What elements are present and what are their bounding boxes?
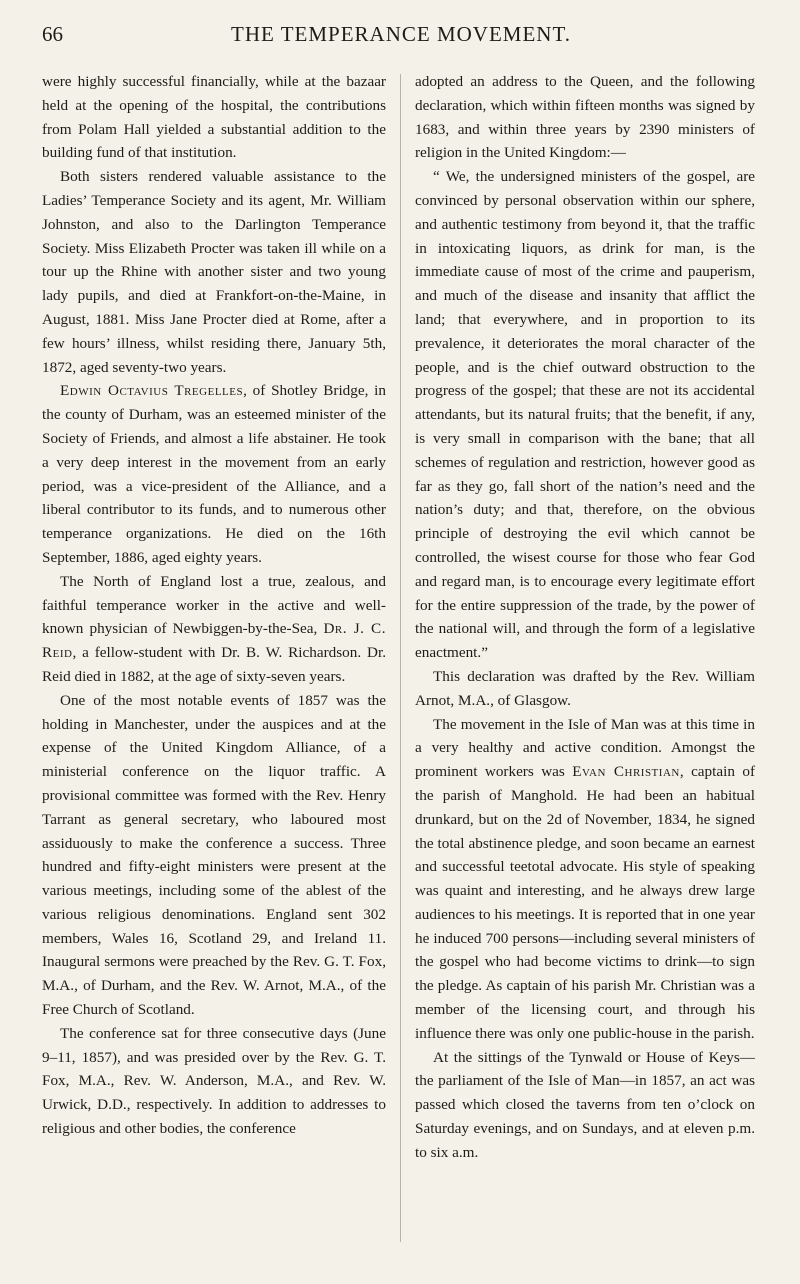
person-name: Edwin Octavius Tregelles [60, 382, 244, 400]
paragraph [415, 713, 755, 1046]
paragraph [42, 570, 386, 689]
paragraph-text: The movement in the Isle of Man was at this time in a very healthy and active condition. Amongst the prominent workers was [415, 715, 755, 781]
paragraph: Both sisters rendered valuable assistance to the Ladies’ Temperance Society and its agent, Mr. William Johnston, and also to the Darlington Temperance Society. Miss Elizabeth Procter was taken ill while on a tour up the Rhine with another sister and two young lady pupils, and died at Frankfort-on-the-Maine, in August, 1881. Miss Jane Procter died at Rome, after a few hours’ illness, whilst residing there, January 5th, 1872, aged seventy-two years. [42, 168, 386, 376]
paragraph: One of the most notable events of 1857 was the holding in Manchester, under the auspices and at the expense of the United Kingdom Alliance, of a ministerial conference on the liquor traffic. A provisional committee was formed with the Rev. Henry Tarrant as general secretary, who laboured most assiduously to make the conference a success. Three hundred and fifty-eight ministers were present at the various meetings, including some of the ablest of the various religious denominations. England sent 302 members, Wales 16, Scotland 29, and Ireland 11. Inaugural sermons were preached by the Rev. G. T. Fox, M.A., of Durham, and the Rev. W. Arnot, M.A., of the Free Church of Scotland. [42, 691, 386, 1019]
paragraph-text: The North of England lost a true, zealous, and faithful temperance worker in the active and well-known physician of Newbiggen-by-the-Sea, [42, 572, 386, 638]
left-column [42, 70, 386, 1141]
paragraph-text: , a fellow-student with Dr. B. W. Richardson. Dr. Reid died in 1882, at the age of sixty-seven years. [42, 644, 386, 685]
person-name: Dr. J. C. Reid [42, 620, 386, 662]
paragraph [42, 379, 386, 569]
person-name: Evan Christian [572, 763, 680, 781]
paragraph: This declaration was drafted by the Rev. William Arnot, M.A., of Glasgow. [415, 667, 755, 709]
page-number: 66 [42, 22, 63, 46]
paragraph: At the sittings of the Tynwald or House of Keys—the parliament of the Isle of Man—in 1857, an act was passed which closed the taverns from ten o’clock on Saturday evenings, and on Sundays, and at eleven p.m. to six a.m. [415, 1048, 755, 1161]
paragraph-text: , of Shotley Bridge, in the county of Durham, was an esteemed minister of the Society of Friends, and almost a life abstainer. He took a very deep interest in the movement from an early period, was a vice-president of the Alliance, and a liberal contributor to its funds, and to numerous other temperance organizations. He died on the 16th September, 1886, aged eighty years. [42, 382, 386, 566]
paragraph: The conference sat for three consecutive days (June 9–11, 1857), and was presided over by the Rev. G. T. Fox, M.A., Rev. W. Anderson, M.A., and Rev. W. Urwick, D.D., respectively. In addition to addresses to religious and other bodies, the conference [42, 1024, 386, 1138]
column-divider [400, 74, 401, 1242]
page-header [42, 22, 760, 58]
running-title: THE TEMPERANCE MOVEMENT. [231, 22, 571, 46]
declaration-quote: “ We, the undersigned ministers of the gospel, are convinced by personal observation within our sphere, and authentic testimony from beyond it, that the traffic in intoxicating liquors, as drink for man, is the immediate cause of most of the crime and pauperism, and much of the disease and insanity that afflict the land; that everywhere, and in proportion to its prevalence, it deteriorates the moral character of the people, and is the chief outward obstruction to the progress of the gospel; that these are not its accidental attendants, but its natural fruits; that the benefit, if any, is very small in comparison with the bane; that all schemes of regulation and restriction, however good as far as they go, fall short of the nation’s need and the nation’s duty; and that, therefore, on the obvious principle of destroying the evil which cannot be controlled, the wisest course for those who fear God and regard man, is to encourage every legitimate effort for the entire suppression of the trade, by the power of the national will, and through the form of a legislative enactment.” [415, 168, 755, 662]
paragraph-text: , captain of the parish of Manghold. He had been an habitual drunkard, but on the 2d of November, 1834, he signed the total abstinence pledge, and soon became an earnest and successful teetotal advocate. His style of speaking was quaint and interesting, and he always drew large audiences to his meetings. It is reported that in one year he induced 700 persons—including several ministers of the gospel who had become victims to drink—to sign the pledge. As captain of his parish Mr. Christian was a member of the licensing court, and through his influence there was only one public-house in the parish. [415, 763, 755, 1042]
paragraph: were highly successful financially, while at the bazaar held at the opening of the hospital, the contributions from Polam Hall yielded a substantial addition to the building fund of that institution. [42, 73, 386, 162]
right-column [415, 70, 755, 1165]
paragraph: adopted an address to the Queen, and the following declaration, which within fifteen months was signed by 1683, and within three years by 2390 ministers of religion in the United Kingdom:— [415, 73, 755, 162]
